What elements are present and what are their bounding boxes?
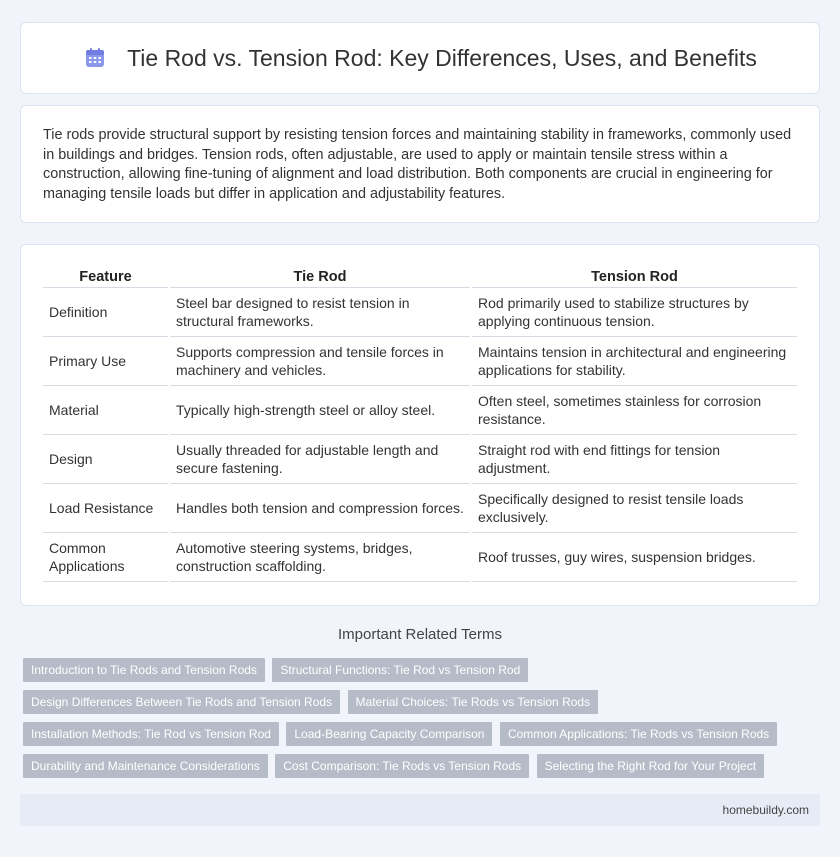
feature-cell: Definition — [43, 288, 168, 337]
related-tag[interactable]: Structural Functions: Tie Rod vs Tension Rod — [272, 658, 528, 682]
related-terms-title: Important Related Terms — [338, 626, 502, 643]
tie-rod-cell: Supports compression and tensile forces in machinery and vehicles. — [170, 337, 470, 386]
table-row — [43, 288, 797, 337]
related-tag[interactable]: Installation Methods: Tie Rod vs Tension Rod — [23, 722, 279, 746]
calendar-icon — [83, 46, 107, 70]
tie-rod-cell: Automotive steering systems, bridges, construction scaffolding. — [170, 533, 470, 582]
tension-rod-cell: Straight rod with end fittings for tension adjustment. — [472, 435, 797, 484]
tension-rod-cell: Roof trusses, guy wires, suspension bridges. — [472, 533, 797, 582]
related-tag[interactable]: Durability and Maintenance Considerations — [23, 754, 268, 778]
tie-rod-cell: Handles both tension and compression forces. — [170, 484, 470, 533]
related-tag[interactable]: Introduction to Tie Rods and Tension Rods — [23, 658, 265, 682]
page-title: Tie Rod vs. Tension Rod: Key Differences, Uses, and Benefits — [127, 44, 757, 71]
tension-rod-cell: Specifically designed to resist tensile loads exclusively. — [472, 484, 797, 533]
tension-rod-cell: Often steel, sometimes stainless for corrosion resistance. — [472, 386, 797, 435]
related-tags — [23, 658, 818, 786]
feature-cell: Material — [43, 386, 168, 435]
feature-cell: Primary Use — [43, 337, 168, 386]
tie-rod-cell: Steel bar designed to resist tension in structural frameworks. — [170, 288, 470, 337]
header-tension-rod: Tension Rod — [472, 265, 797, 288]
table-header-row — [43, 265, 797, 288]
header-tie-rod: Tie Rod — [170, 265, 470, 288]
tie-rod-cell: Usually threaded for adjustable length and secure fastening. — [170, 435, 470, 484]
comparison-card — [20, 244, 820, 606]
related-tag[interactable]: Design Differences Between Tie Rods and Tension Rods — [23, 690, 340, 714]
tension-rod-cell: Rod primarily used to stabilize structures by applying continuous tension. — [472, 288, 797, 337]
feature-cell: Common Applications — [43, 533, 168, 582]
header-feature: Feature — [43, 265, 168, 288]
related-tag[interactable]: Load-Bearing Capacity Comparison — [286, 722, 492, 746]
footer — [20, 794, 820, 826]
footer-site[interactable]: homebuildy.com — [722, 803, 809, 817]
table-row — [43, 533, 797, 582]
title-card — [20, 22, 820, 94]
comparison-table — [41, 265, 799, 582]
tie-rod-cell: Typically high-strength steel or alloy steel. — [170, 386, 470, 435]
related-tag[interactable]: Cost Comparison: Tie Rods vs Tension Rods — [275, 754, 529, 778]
tension-rod-cell: Maintains tension in architectural and engineering applications for stability. — [472, 337, 797, 386]
table-row — [43, 386, 797, 435]
related-tag[interactable]: Common Applications: Tie Rods vs Tension Rods — [500, 722, 777, 746]
table-row — [43, 435, 797, 484]
intro-text: Tie rods provide structural support by resisting tension forces and maintaining stability in frameworks, commonly used in buildings and bridges. Tension rods, often adjustable, are used to apply or maintain tensile stress within a construction, allowing fine-tuning of alignment and load distribution. Both components are crucial in engineering for managing tensile loads but differ in application and adjustability features. — [43, 127, 792, 202]
intro-card — [20, 105, 820, 223]
feature-cell: Load Resistance — [43, 484, 168, 533]
related-tag[interactable]: Material Choices: Tie Rods vs Tension Rods — [348, 690, 599, 714]
related-tag[interactable]: Selecting the Right Rod for Your Project — [537, 754, 764, 778]
table-row — [43, 337, 797, 386]
feature-cell: Design — [43, 435, 168, 484]
table-row — [43, 484, 797, 533]
